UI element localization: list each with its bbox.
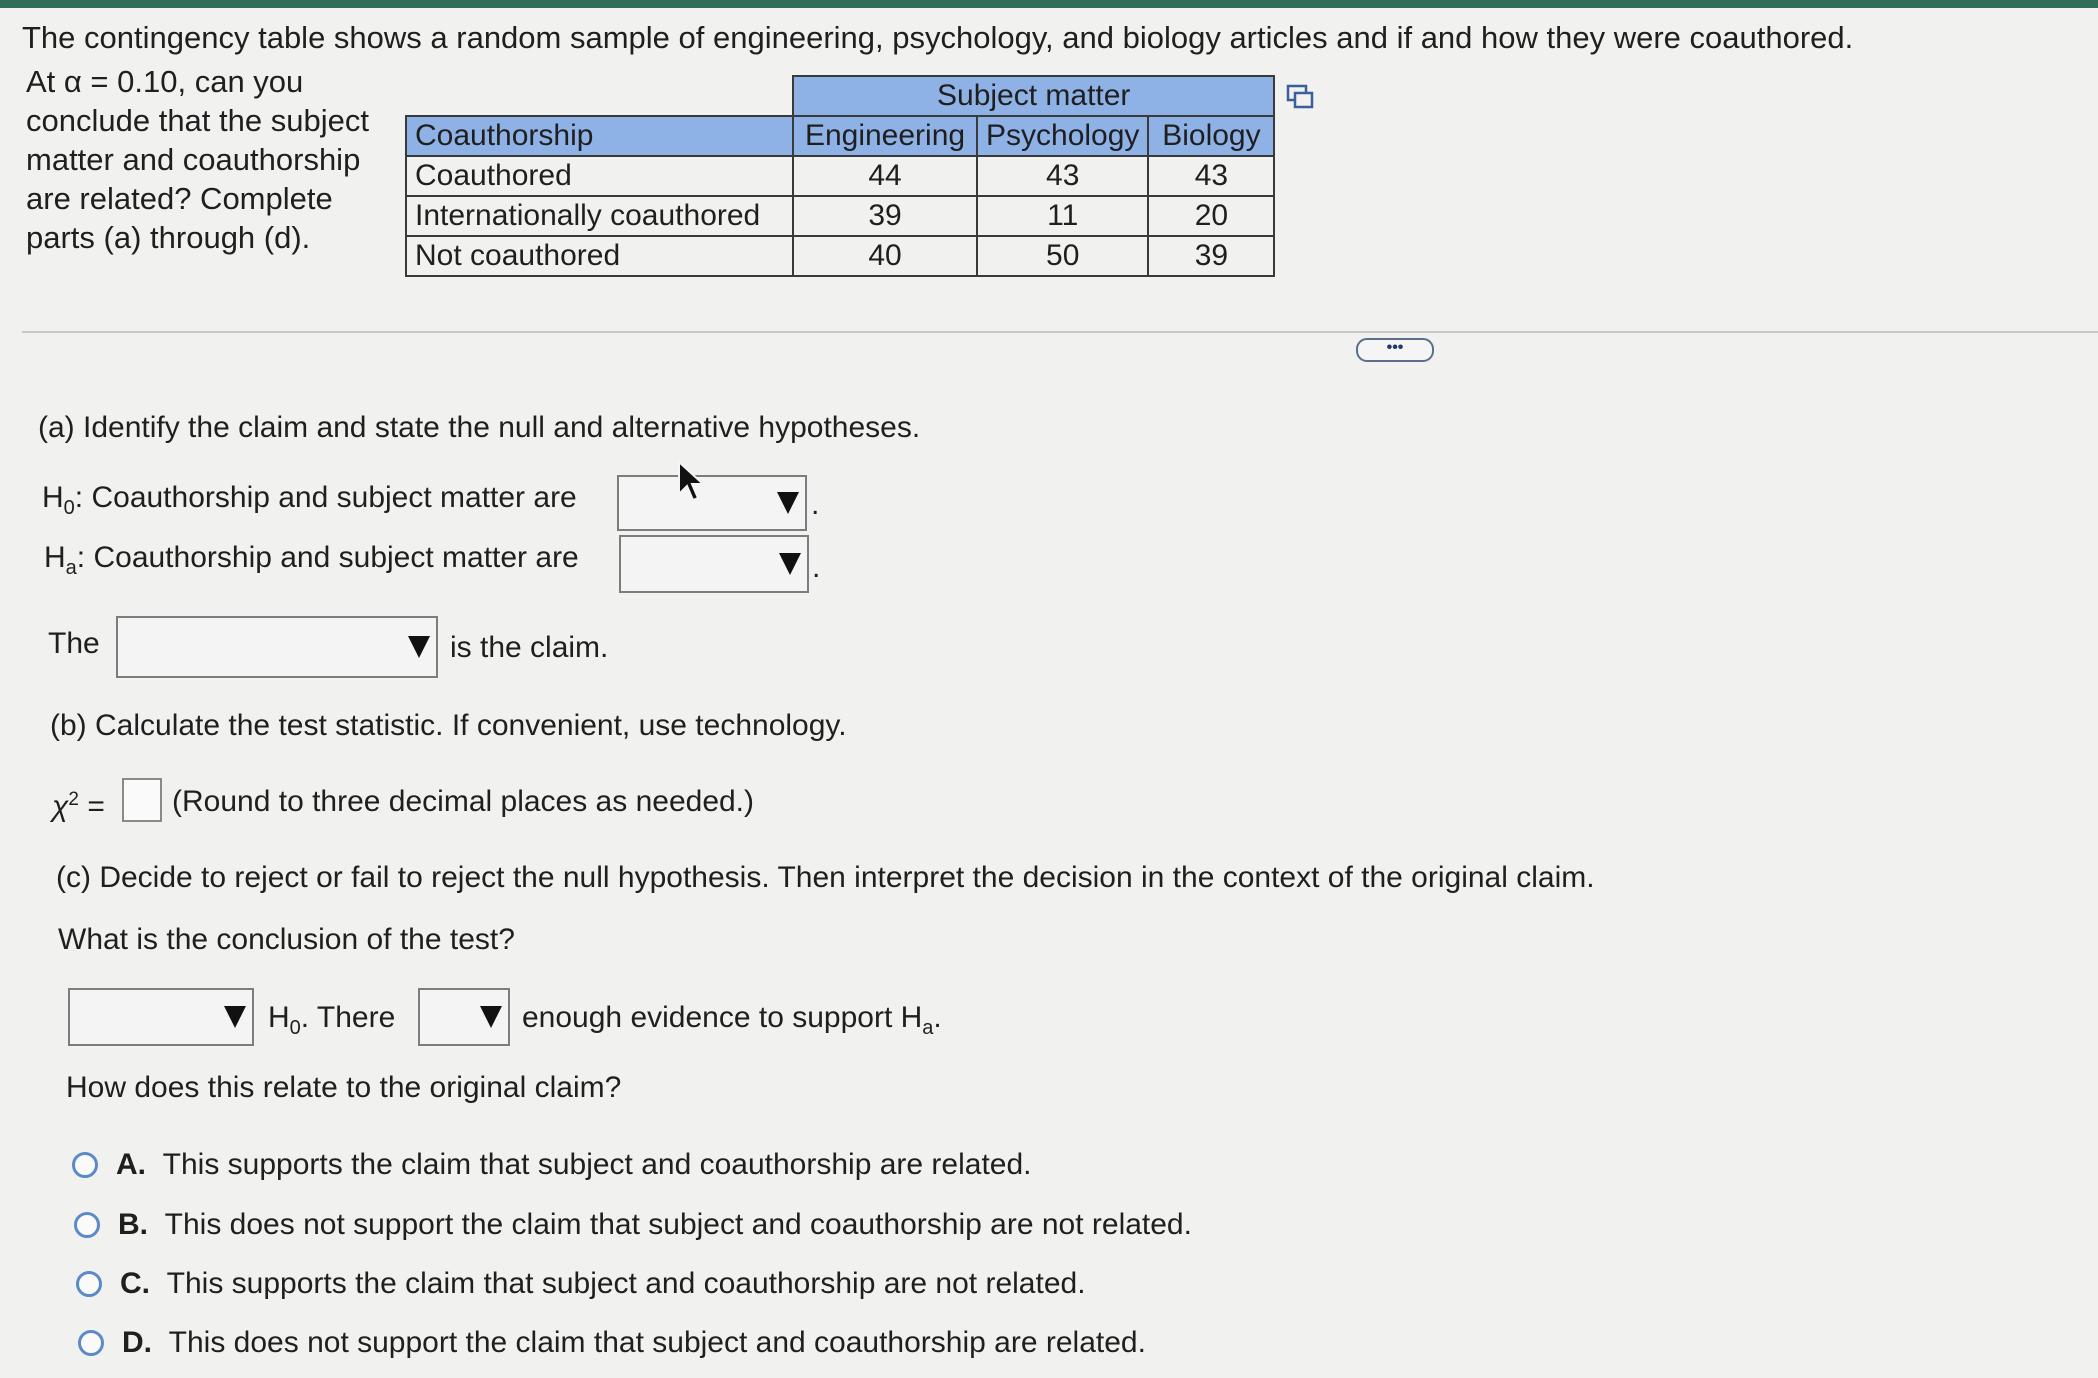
copy-table-icon[interactable] (1286, 84, 1314, 110)
top-accent-bar (0, 0, 2098, 8)
option-a[interactable]: A. This supports the claim that subject and coauthorship are related. (116, 1148, 1032, 1181)
option-d[interactable]: D. This does not support the claim that subject and coauthorship are related. (122, 1326, 1146, 1359)
side-line: are related? Complete (26, 181, 333, 216)
table-cell: 11 (977, 196, 1148, 236)
the-label: The (48, 627, 100, 660)
question-side-text (26, 62, 386, 257)
mouse-cursor-icon (676, 460, 706, 504)
side-line: conclude that the subject (26, 103, 369, 138)
part-b-prompt: (b) Calculate the test statistic. If convenient, use technology. (50, 709, 847, 742)
table-row (406, 196, 1274, 236)
there-text: $H_0$. There (268, 1001, 396, 1039)
evidence-text: enough evidence to support $H_a$. (522, 1001, 942, 1039)
claim-suffix: is the claim. (450, 631, 609, 664)
part-c-prompt: (c) Decide to reject or fail to reject the null hypothesis. Then interpret the decision in the context of the original claim. (56, 861, 1595, 894)
question-intro: The contingency table shows a random sample of engineering, psychology, and biology articles and if and how they were coauthored. (22, 20, 1854, 55)
column-header: Psychology (977, 116, 1148, 156)
chevron-down-icon (408, 636, 430, 658)
side-line: At α = 0.10, can you (26, 64, 304, 99)
option-a-radio[interactable] (72, 1152, 98, 1178)
column-header: Engineering (793, 116, 977, 156)
table-row (406, 236, 1274, 276)
table-row (406, 156, 1274, 196)
ha-label: $H_a$: Coauthorship and subject matter are (44, 541, 579, 579)
chevron-down-icon (224, 1006, 246, 1028)
option-c-radio[interactable] (76, 1271, 102, 1297)
subject-matter-header: Subject matter (793, 76, 1274, 116)
option-d-radio[interactable] (78, 1330, 104, 1356)
rounding-hint: (Round to three decimal places as needed.) (172, 785, 755, 818)
option-b[interactable]: B. This does not support the claim that subject and coauthorship are not related. (118, 1208, 1192, 1241)
section-divider (22, 331, 2098, 333)
chi-square-label: $\chi^2$ = (52, 789, 105, 823)
chi-square-input[interactable] (122, 778, 162, 822)
contingency-table (405, 75, 1275, 277)
side-line: matter and coauthorship (26, 142, 361, 177)
row-label: Coauthored (406, 156, 793, 196)
table-cell: 39 (793, 196, 977, 236)
option-c[interactable]: C. This supports the claim that subject and coauthorship are not related. (120, 1267, 1086, 1300)
h0-label: $H_0$: Coauthorship and subject matter are (42, 481, 577, 519)
chevron-down-icon (779, 553, 801, 575)
evidence-dropdown[interactable] (418, 988, 510, 1046)
column-header: Biology (1148, 116, 1274, 156)
table-cell: 39 (1148, 236, 1274, 276)
more-button[interactable]: ••• (1356, 338, 1434, 362)
table-cell: 50 (977, 236, 1148, 276)
option-b-radio[interactable] (74, 1212, 100, 1238)
table-cell: 43 (977, 156, 1148, 196)
coauthorship-header: Coauthorship (406, 116, 793, 156)
table-cell: 43 (1148, 156, 1274, 196)
row-label: Internationally coauthored (406, 196, 793, 236)
chevron-down-icon (777, 492, 799, 514)
decision-dropdown[interactable] (68, 988, 254, 1046)
h0-dropdown[interactable] (617, 475, 807, 531)
part-a-prompt: (a) Identify the claim and state the null and alternative hypotheses. (38, 411, 921, 444)
claim-dropdown[interactable] (116, 616, 438, 678)
chevron-down-icon (480, 1006, 502, 1028)
ha-dropdown[interactable] (619, 535, 809, 593)
row-label: Not coauthored (406, 236, 793, 276)
table-cell: 44 (793, 156, 977, 196)
table-cell: 20 (1148, 196, 1274, 236)
conclusion-question: What is the conclusion of the test? (58, 923, 515, 956)
side-line: parts (a) through (d). (26, 220, 311, 255)
relate-question: How does this relate to the original claim? (66, 1071, 622, 1104)
table-cell: 40 (793, 236, 977, 276)
